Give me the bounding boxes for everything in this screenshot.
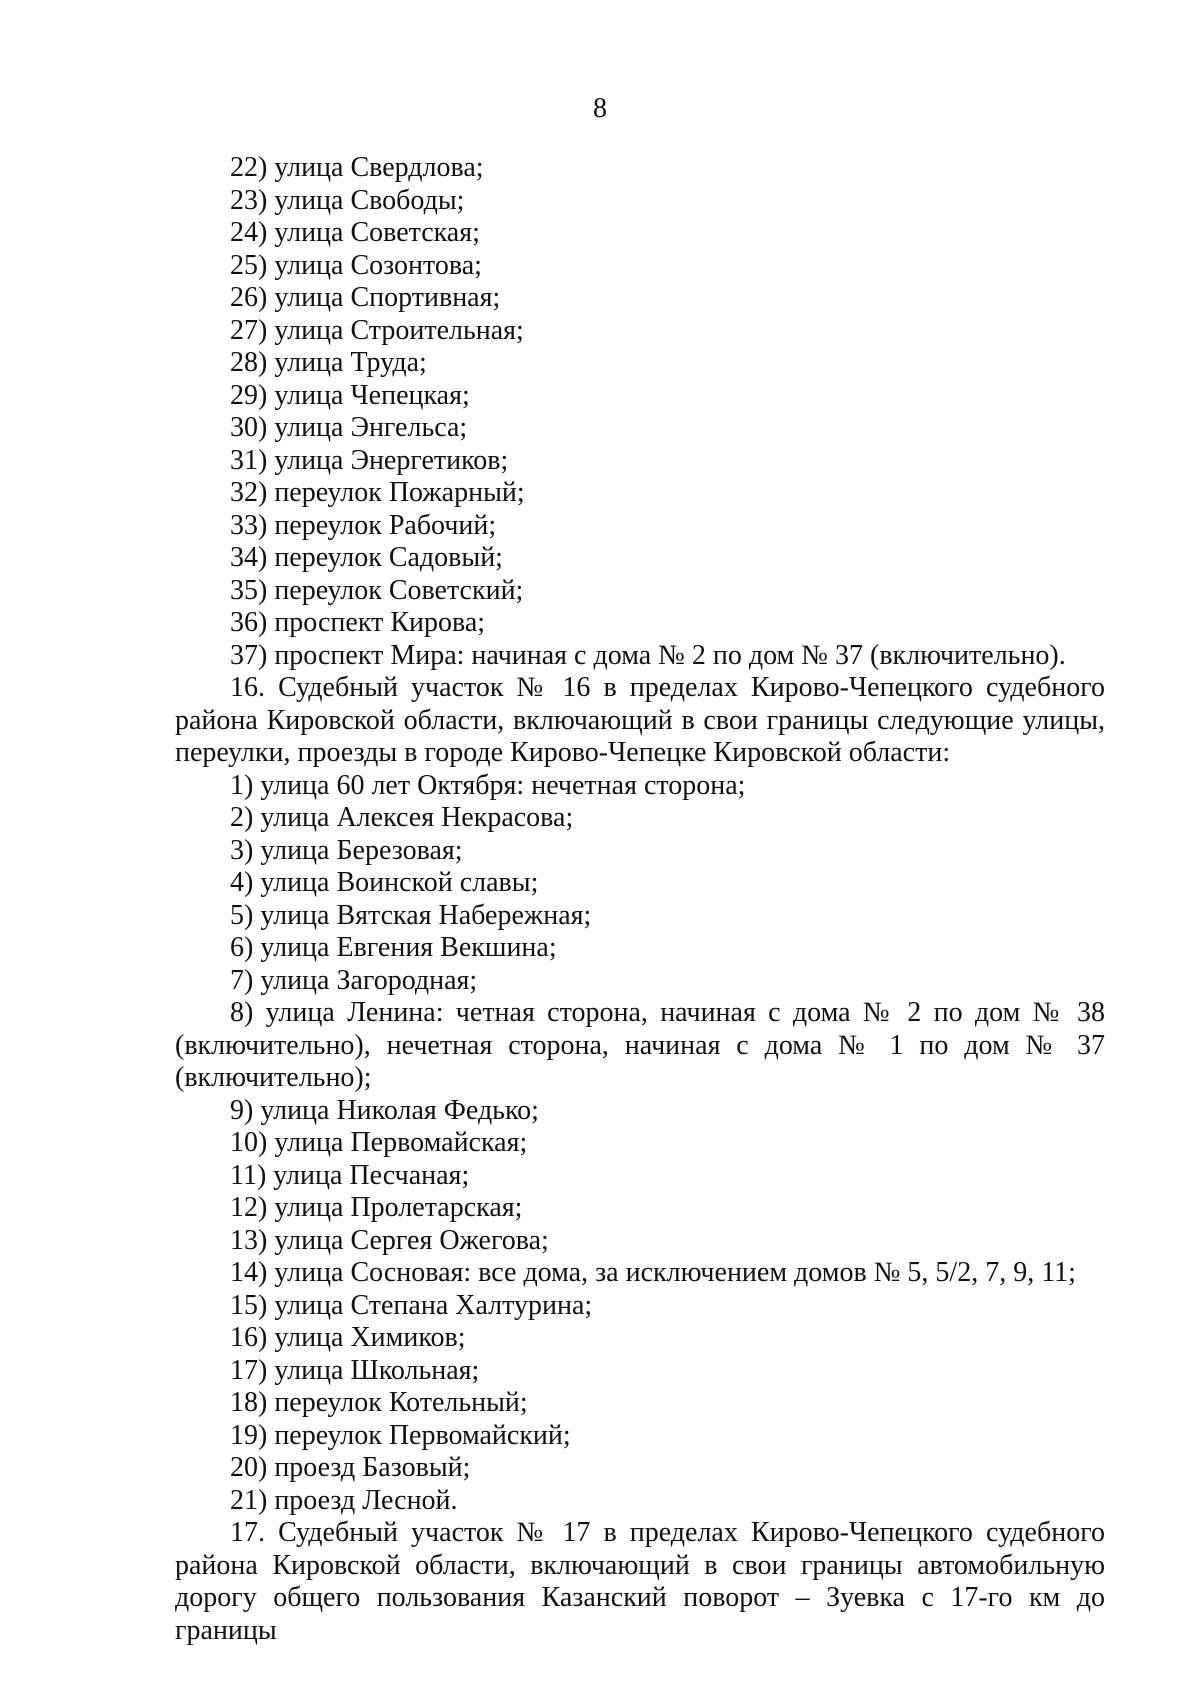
street-list-section-16-part-1 [175, 770, 1105, 998]
list-item: 15) улица Степана Халтурина; [230, 1289, 593, 1321]
list-item: 28) улица Труда; [230, 347, 427, 378]
paragraph-section-16: 16. Судебный участок № 16 в пределах Кирово-Чепецкого судебного района Кировской области, включающий в свои границы следующие улицы, переулки, проезды в городе Кирово-Чепецке Кировской области: [175, 672, 1105, 768]
list-item: 1) улица 60 лет Октября: нечетная сторона; [230, 769, 746, 801]
list-item: 34) переулок Садовый; [230, 542, 503, 573]
list-item: 21) проезд Лесной. [230, 1484, 458, 1516]
list-item: 26) улица Спортивная; [230, 282, 501, 313]
list-item: 10) улица Первомайская; [230, 1127, 528, 1158]
paragraph-section-17: 17. Судебный участок № 17 в пределах Кирово-Чепецкого судебного района Кировской области, включающий в свои границы автомобильную дорогу общего пользования Казанский поворот – Зуевка с 17-го км до границы [175, 1517, 1105, 1646]
list-item: 4) улица Воинской славы; [230, 867, 539, 898]
list-item: 33) переулок Рабочий; [230, 509, 497, 541]
list-item: 19) переулок Первомайский; [230, 1419, 571, 1451]
street-list-section-15-continued [175, 152, 1105, 672]
list-item: 11) улица Песчаная; [230, 1159, 470, 1191]
list-item: 25) улица Созонтова; [230, 249, 482, 281]
list-item: 3) улица Березовая; [230, 834, 463, 866]
list-item: 35) переулок Советский; [230, 574, 524, 606]
list-item: 23) улица Свободы; [230, 184, 465, 216]
list-item: 29) улица Чепецкая; [230, 379, 470, 411]
list-item: 2) улица Алексея Некрасова; [230, 802, 574, 833]
list-item: 5) улица Вятская Набережная; [230, 899, 592, 931]
list-item: 24) улица Советская; [230, 217, 480, 248]
list-item: 6) улица Евгения Векшина; [230, 932, 557, 963]
list-item: 18) переулок Котельный; [230, 1387, 528, 1418]
list-item: 27) улица Строительная; [230, 314, 524, 346]
list-item-lenina-street: 8) улица Ленина: четная сторона, начиная с дома № 2 по дом № 38 (включительно), нечетная сторона, начиная с дома № 1 по дом № 37 (включительно); [175, 997, 1105, 1093]
list-item: 9) улица Николая Федько; [230, 1094, 539, 1126]
list-item: 14) улица Сосновая: все дома, за исключением домов № 5, 5/2, 7, 9, 11; [230, 1257, 1076, 1288]
page-number: 8 [593, 93, 607, 124]
list-item: 36) проспект Кирова; [230, 607, 486, 638]
list-item: 30) улица Энгельса; [230, 412, 468, 443]
list-item: 16) улица Химиков; [230, 1322, 466, 1353]
list-item: 31) улица Энергетиков; [230, 444, 509, 476]
list-item: 13) улица Сергея Ожегова; [230, 1224, 549, 1256]
list-item: 7) улица Загородная; [230, 964, 478, 996]
list-item: 37) проспект Мира: начиная с дома № 2 по дом № 37 (включительно). [230, 639, 1066, 671]
list-item: 17) улица Школьная; [230, 1354, 480, 1386]
list-item: 22) улица Свердлова; [230, 152, 484, 183]
list-item: 20) проезд Базовый; [230, 1452, 471, 1483]
document-body [175, 152, 1105, 1647]
list-item: 12) улица Пролетарская; [230, 1192, 523, 1223]
list-item: 32) переулок Пожарный; [230, 477, 525, 508]
street-list-section-16-part-2 [175, 1095, 1105, 1518]
